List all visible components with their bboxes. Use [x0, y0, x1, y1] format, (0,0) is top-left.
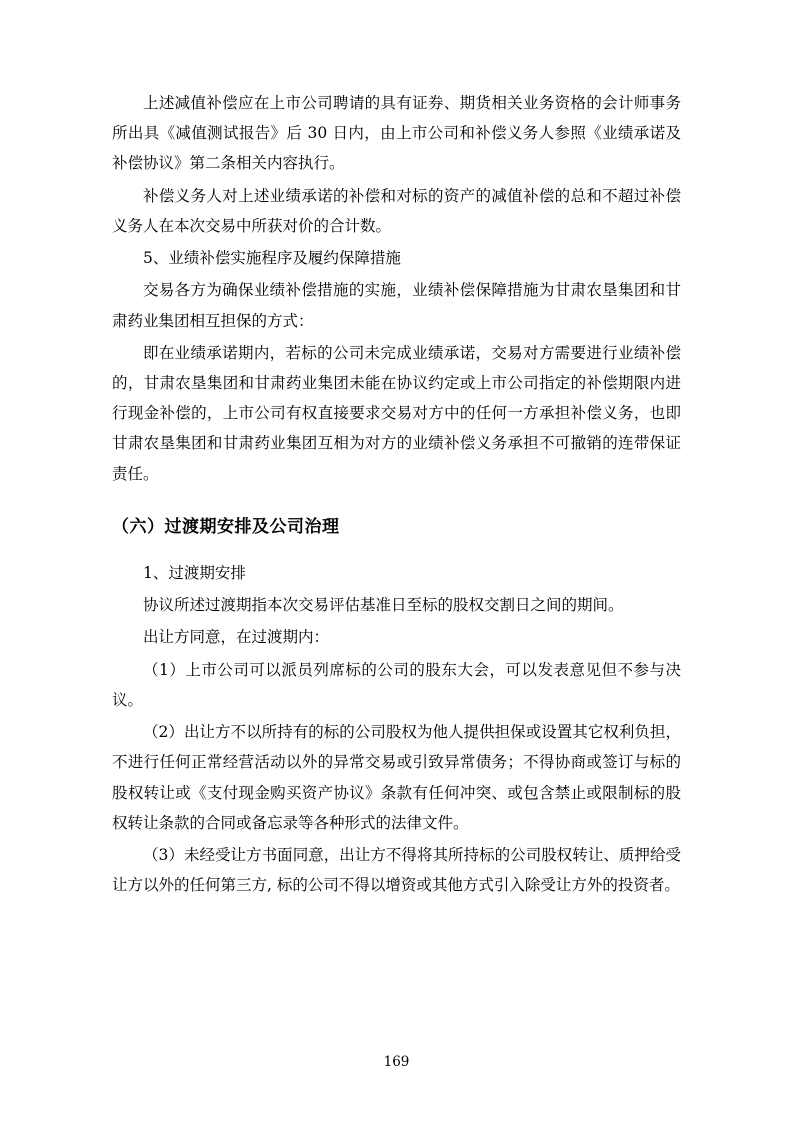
- paragraph-4: 交易各方为确保业绩补偿措施的实施，业绩补偿保障措施为甘肃农垦集团和甘肃药业集团相互担保的方式：: [112, 281, 681, 330]
- paragraph-3-list-item-5: 5、业绩补偿实施程序及履约保障措施: [143, 249, 401, 268]
- page-number: 169: [383, 1054, 410, 1070]
- paragraph-5: 即在业绩承诺期内，若标的公司未完成业绩承诺，交易对方需要进行业绩补偿的，甘肃农垦集团和甘肃药业集团未能在协议约定或上市公司指定的补偿期限内进行现金补偿的，上市公司有权直接要求交易对方中的任何一方承担补偿义务，也即甘肃农垦集团和甘肃药业集团互相为对方的业绩补偿义务承担不可撤销的连带保证责任。: [112, 343, 681, 483]
- paragraph-2: 补偿义务人对上述业绩承诺的补偿和对标的资产的减值补偿的总和不超过补偿义务人在本次交易中所获对价的合计数。: [112, 186, 681, 235]
- document-body: [112, 88, 681, 900]
- paragraph-7: 协议所述过渡期指本次交易评估基准日至标的股权交割日之间的期间。: [143, 596, 624, 615]
- paragraph-8: 出让方同意，在过渡期内：: [143, 628, 330, 647]
- paragraph-9-item-1: （1）上市公司可以派员列席标的公司的股东大会，可以发表意见但不参与决议。: [112, 660, 681, 709]
- section-heading-six: （六）过渡期安排及公司治理: [112, 516, 340, 537]
- paragraph-10-item-2: （2）出让方不以所持有的标的公司股权为他人提供担保或设置其它权利负担，不进行任何正常经营活动以外的异常交易或引致异常债务；不得协商或签订与标的股权转让或《支付现金购买资产协议》条款有任何冲突、或包含禁止或限制标的股权转让条款的合同或备忘录等各种形式的法律文件。: [112, 723, 681, 832]
- paragraph-11-item-3: （3）未经受让方书面同意，出让方不得将其所持标的公司股权转让、质押给受让方以外的任何第三方, 标的公司不得以增资或其他方式引入除受让方外的投资者。: [112, 845, 681, 895]
- paragraph-1: 上述减值补偿应在上市公司聘请的具有证券、期货相关业务资格的会计师事务所出具《减值测试报告》后 30 日内，由上市公司和补偿义务人参照《业绩承诺及补偿协议》第二条相关内容执行。: [112, 94, 681, 173]
- paragraph-6-list-item-1: 1、过渡期安排: [143, 563, 246, 582]
